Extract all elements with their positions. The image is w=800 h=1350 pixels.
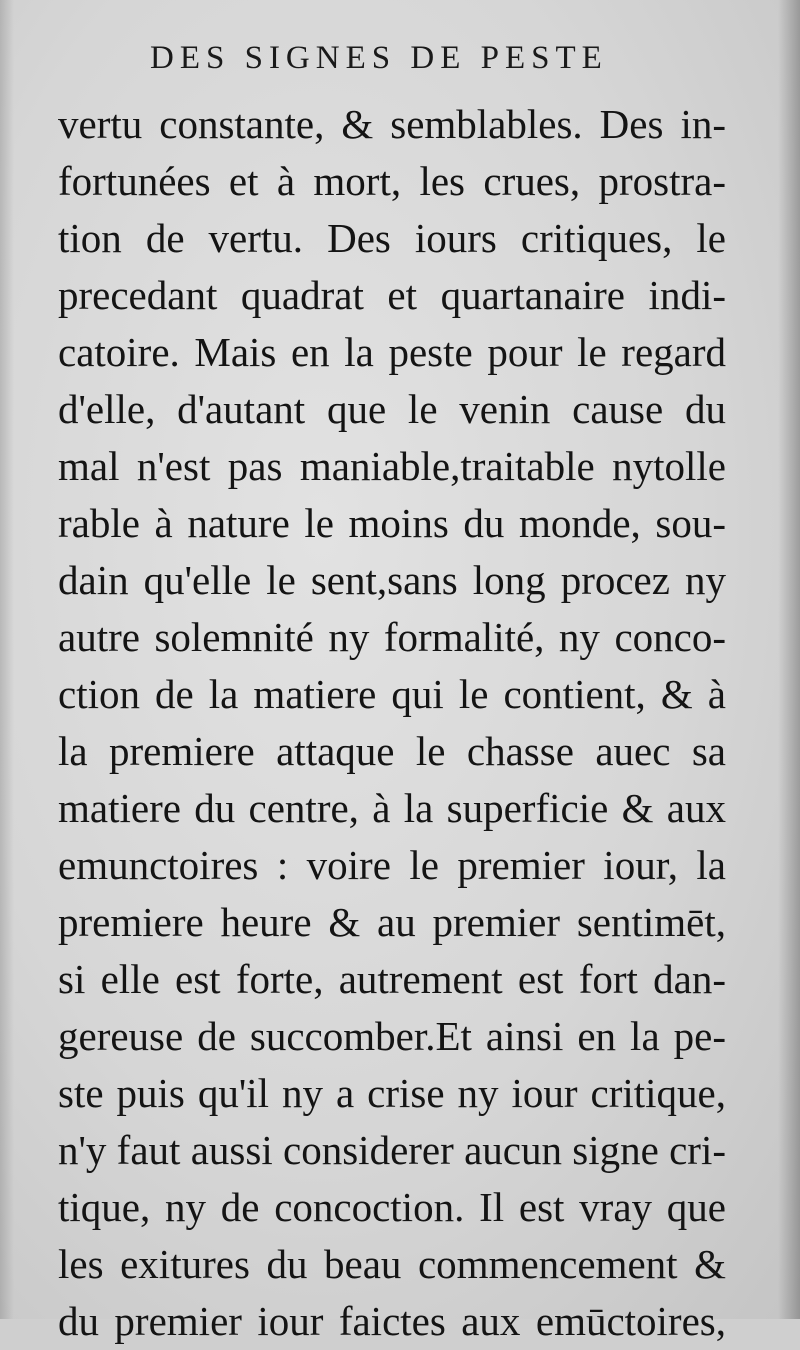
text-line: gereuse de succomber.Et ainsi en la pe- — [58, 1013, 726, 1059]
text-line: emunctoires : voire le premier iour, la — [58, 842, 726, 888]
text-line: la premiere attaque le chasse auec sa — [58, 728, 726, 774]
text-line: tion de vertu. Des iours critiques, le — [58, 215, 726, 261]
text-line: ste puis qu'il ny a crise ny iour critique, — [58, 1070, 726, 1116]
text-line: rable à nature le moins du monde, sou- — [58, 500, 726, 546]
text-line: ction de la matiere qui le contient, & à — [58, 671, 726, 717]
running-head: DES SIGNES DE PESTE — [150, 40, 608, 76]
text-line: autre solemnité ny formalité, ny conco- — [58, 614, 726, 660]
text-line: premiere heure & au premier sentimēt, — [58, 899, 726, 945]
page-left-edge-shadow — [0, 0, 14, 1319]
text-line: tique, ny de concoction. Il est vray que — [58, 1184, 726, 1230]
text-line: precedant quadrat et quartanaire indi- — [58, 272, 726, 318]
text-line: d'elle, d'autant que le venin cause du — [58, 386, 726, 432]
text-line: les exitures du beau commencement & — [58, 1241, 726, 1287]
text-line: vertu constante, & semblables. Des in- — [58, 101, 726, 147]
page-gutter-shadow — [778, 0, 800, 1319]
text-line: catoire. Mais en la peste pour le regard — [58, 329, 726, 375]
text-line: matiere du centre, à la superficie & aux — [58, 785, 726, 831]
text-line: si elle est forte, autrement est fort dan- — [58, 956, 726, 1002]
body-text — [58, 96, 726, 1350]
text-line: dain qu'elle le sent,sans long procez ny — [58, 557, 726, 603]
text-line: du premier iour faictes aux emūctoires, — [58, 1298, 726, 1344]
text-line: fortunées et à mort, les crues, prostra- — [58, 158, 726, 204]
text-line: n'y faut aussi considerer aucun signe cri- — [58, 1127, 726, 1173]
text-line: mal n'est pas maniable,traitable nytolle — [58, 443, 726, 489]
